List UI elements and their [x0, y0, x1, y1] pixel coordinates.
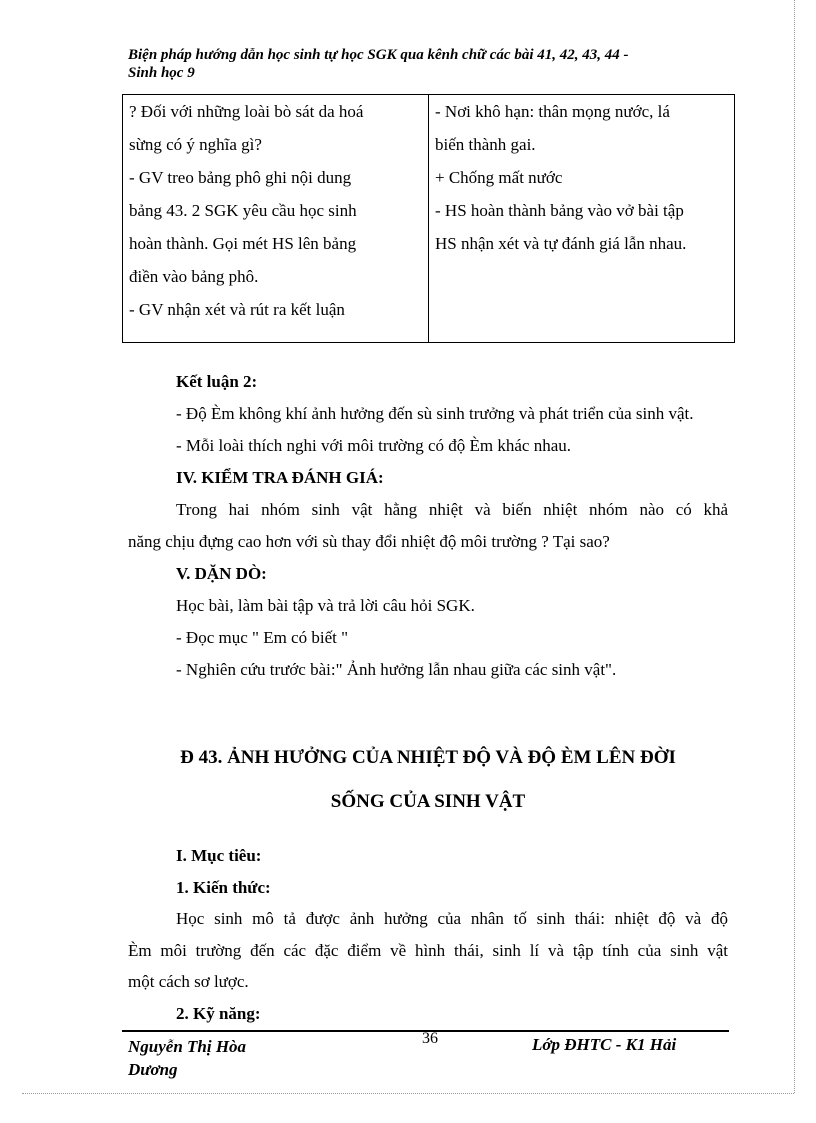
assessment-heading: IV. KIỂM TRA ĐÁNH GIÁ: — [176, 468, 384, 487]
knowledge-line: Èm môi trường đến các đặc điểm về hình thái, sinh lí và tập tính của sinh vật — [128, 940, 728, 960]
lesson-title-line-1: Đ 43. ẢNH HƯỞNG CỦA NHIỆT ĐỘ VÀ ĐỘ ÈM LÊN ĐỜI — [180, 747, 676, 768]
homework-item: - Nghiên cứu trước bài:" Ảnh hưởng lẫn nhau giữa các sinh vật". — [176, 660, 617, 679]
table-line: biến thành gai. — [435, 135, 536, 154]
page-edge-bottom — [22, 1093, 794, 1094]
knowledge-heading: 1. Kiến thức: — [176, 877, 271, 897]
footer-author — [128, 1035, 288, 1081]
post-table-content — [128, 366, 728, 686]
assessment-question-line-2: năng chịu đựng cao hơn với sù thay đổi nhiệt độ môi trường ? Tại sao? — [128, 532, 610, 551]
table-line: - GV nhận xét và rút ra kết luận — [129, 300, 345, 319]
homework-item: Học bài, làm bài tập và trả lời câu hỏi SGK. — [176, 596, 475, 615]
lesson-title — [128, 740, 728, 828]
objectives-section — [128, 840, 728, 1029]
lesson-title-line-2: SỐNG CỦA SINH VẬT — [330, 791, 526, 812]
table-line: hoàn thành. Gọi mét HS lên bảng — [129, 234, 357, 253]
author-line-2: Dương — [128, 1060, 178, 1079]
student-activity-cell — [429, 95, 735, 343]
teacher-activity-cell — [123, 95, 429, 343]
author-line-1: Nguyễn Thị Hòa — [128, 1037, 247, 1056]
lesson-table — [122, 94, 735, 343]
table-line: bảng 43. 2 SGK yêu cầu học sinh — [129, 201, 357, 220]
header-line-1: Biện pháp hướng dẫn học sinh tự học SGK qua kênh chữ các bài 41, 42, 43, 44 - — [128, 47, 629, 63]
objectives-heading: I. Mục tiêu: — [176, 846, 262, 865]
conclusion-heading: Kết luận 2: — [176, 372, 258, 391]
table-line: + Chống mất nước — [435, 168, 563, 187]
table-line: điền vào bảng phô. — [129, 267, 259, 286]
homework-item: - Đọc mục " Em có biết " — [176, 628, 349, 647]
page-edge-right — [794, 0, 795, 1093]
table-line: HS nhận xét và tự đánh giá lẫn nhau. — [435, 234, 687, 253]
homework-heading: V. DẶN DÒ: — [176, 564, 267, 583]
table-line: - GV treo bảng phô ghi nội dung — [129, 168, 352, 187]
table-line: - Nơi khô hạn: thân mọng nước, lá — [435, 102, 670, 121]
table-line: sừng có ý nghĩa gì? — [129, 135, 262, 154]
conclusion-item: - Độ Èm không khí ảnh hưởng đến sù sinh trưởng và phát triển của sinh vật. — [176, 404, 694, 423]
header-line-2: Sinh học 9 — [128, 65, 195, 81]
assessment-question-line-1: Trong hai nhóm sinh vật hằng nhiệt và biến nhiệt nhóm nào có khả — [176, 500, 728, 519]
table-line: ? Đối với những loài bò sát da hoá — [129, 102, 364, 121]
knowledge-line: một cách sơ lược. — [128, 972, 249, 991]
table-line: - HS hoàn thành bảng vào vở bài tập — [435, 201, 684, 220]
running-header — [128, 46, 734, 82]
page-number: 36 — [422, 1030, 438, 1047]
table-row — [123, 95, 735, 343]
skills-heading: 2. Kỹ năng: — [176, 1003, 261, 1023]
knowledge-line: Học sinh mô tả được ảnh hưởng của nhân tố sinh thái: nhiệt độ và độ — [176, 909, 728, 928]
conclusion-item: - Mỗi loài thích nghi với môi trường có độ Èm khác nhau. — [176, 436, 571, 455]
footer-class-label: Lớp ĐHTC - K1 Hải — [532, 1035, 677, 1054]
